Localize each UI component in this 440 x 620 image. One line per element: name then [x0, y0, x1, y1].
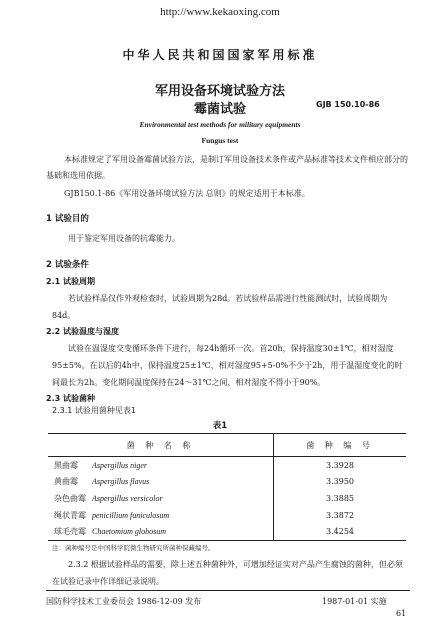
effective-date: 1987-01-01 实施 — [322, 597, 387, 606]
issue-info: 国防科学技术工业委员会 1986-12-09 发布 — [46, 597, 202, 606]
table-row — [48, 474, 406, 491]
title-cn-line1: 军用设备环境试验方法 — [154, 84, 285, 99]
section-1-body: 用于鉴定军用设备的抗霉能力。 — [68, 234, 180, 243]
fungus-latin-name: penicillium funiculosum — [92, 510, 170, 520]
standard-code: GJB 150.10-86 — [316, 100, 380, 109]
table-title: 表1 — [212, 421, 228, 431]
section-2-3-1-title: 2.3.1 试验用菌种见表1 — [52, 406, 136, 415]
title-en-line2: Fungus test — [201, 136, 239, 145]
fungus-cn-name: 球毛壳霉 — [54, 527, 86, 537]
title-cn-line2: 霉菌试验 — [193, 102, 246, 117]
fungus-number: 3.4254 — [274, 523, 406, 540]
intro-paragraph-1: 本标准规定了军用设备霉菌试验方法，是制订军用设备技术条件或产品标准等技术文件相应部分的基础和选用依据。 — [46, 155, 408, 180]
section-2-1-body: 若试验样品仅作外观检查时，试验周期为28d。若试验样品需进行性能测试时，试验周期为84d。 — [52, 294, 388, 320]
section-2-3-2-body: 2.3.2 根据试验样品的需要，除上述五种菌种外，可增加经证实对产品产生腐蚀的菌种，但必须在试验记录中作详细记录说明。 — [52, 560, 403, 586]
intro-paragraph-2: GJB150.1-86《军用设备环境试验方法 总则》的规定适用于本标准。 — [64, 189, 310, 198]
fungus-latin-name: Chaetomium globosum — [92, 527, 166, 537]
fungus-number: 3.3950 — [326, 477, 355, 487]
section-2-title: 2 试验条件 — [46, 260, 89, 270]
table-header-name: 菌 种 名 称 — [48, 434, 274, 457]
page-number: 61 — [396, 609, 407, 618]
table-row — [48, 507, 406, 524]
fungus-table — [48, 433, 406, 541]
fungus-cn-name: 杂色曲霉 — [54, 493, 86, 503]
section-2-1-title: 2.1 试验周期 — [46, 277, 95, 286]
source-url: http://www.kekaoxing.com — [160, 6, 280, 18]
table-note: 注：菌种编号是中国科学院微生物研究所菌种保藏编号。 — [52, 544, 215, 552]
fungus-cn-name: 黄曲霉 — [54, 477, 78, 487]
title-en-line1: Environmental test methods for military equipments — [139, 120, 301, 129]
fungus-number: 3.3928 — [326, 460, 355, 470]
standard-header: 中华人民共和国国家军用标准 — [122, 48, 318, 62]
section-2-2-body: 试验在温湿度交变循环条件下进行，每24h循环一次。首20h，保持温度30±1℃，相对湿度95±5%。在以后的4h中，保持温度25±1℃，相对湿度95+5-0%不少于2h，用于温湿度变化的时间最长为2h。变化期间温度保持在24～31℃之间，相对湿度不得小于90%。 — [52, 344, 403, 387]
fungus-latin-name: Aspergillus versicolor — [92, 493, 163, 503]
table-row — [48, 457, 406, 474]
footer-divider — [46, 590, 410, 591]
table-header-number: 菌 种 编 号 — [274, 434, 406, 457]
section-2-2-title: 2.2 试验温度与湿度 — [46, 327, 119, 336]
table-row — [48, 523, 406, 540]
fungus-latin-name: Aspergillus flavus — [92, 477, 150, 487]
section-1-title: 1 试验目的 — [46, 214, 89, 224]
section-2-3-title: 2.3 试验菌种 — [46, 394, 95, 403]
fungus-number: 3.3872 — [326, 510, 355, 520]
fungus-number: 3.3885 — [326, 493, 355, 503]
fungus-cn-name: 绳状青霉 — [54, 510, 86, 520]
fungus-latin-name: Aspergillus niger — [92, 460, 148, 470]
table-row — [48, 490, 406, 507]
fungus-cn-name: 黑曲霉 — [54, 460, 78, 470]
